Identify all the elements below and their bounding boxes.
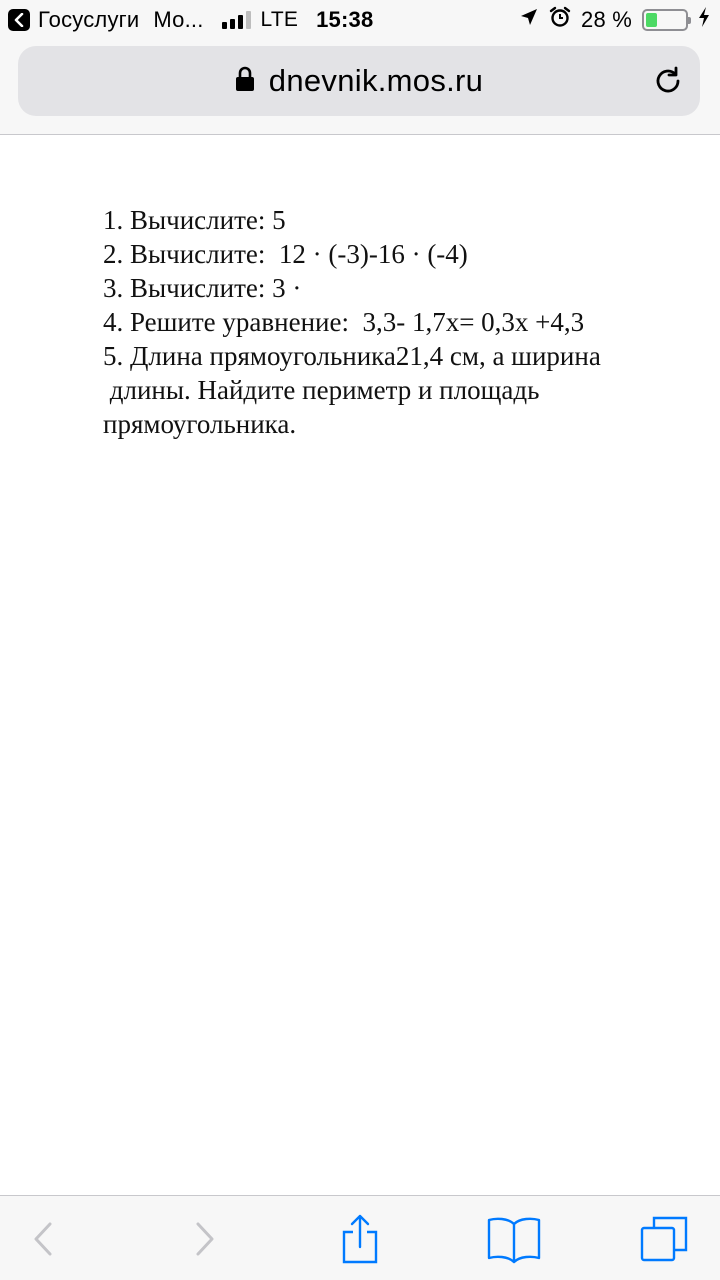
battery-icon [642, 9, 688, 31]
tabs-icon[interactable] [640, 1214, 688, 1264]
task-line: 4. Решите уравнение: 3,3- 1,7х= 0,3х +4,3 [103, 307, 585, 337]
bottom-toolbar [0, 1195, 720, 1280]
url-text: dnevnik.mos.ru [268, 63, 484, 98]
status-bar [0, 0, 720, 40]
location-arrow-icon [519, 7, 539, 33]
address-bar[interactable] [18, 46, 700, 116]
task-line: 1. Вычислите: 5 [103, 205, 286, 235]
reload-icon[interactable] [652, 65, 684, 97]
back-chevron-icon [8, 9, 30, 31]
status-time: 15:38 [316, 7, 374, 32]
bookmarks-icon[interactable] [486, 1214, 542, 1264]
signal-strength-icon [222, 11, 251, 29]
task-line: 3. Вычислите: 3 · [103, 273, 302, 303]
alarm-clock-icon [549, 6, 571, 34]
task-line: 2. Вычислите: 12 · (-3)-16 · (-4) [103, 239, 468, 269]
network-type: LTE [260, 8, 299, 31]
carrier-label: Мо... [153, 7, 204, 32]
lock-icon [235, 66, 255, 97]
document-content [103, 203, 663, 441]
battery-level [646, 13, 657, 27]
battery-percent: 28 % [581, 7, 632, 32]
back-app-label: Госуслуги [38, 7, 140, 32]
charging-bolt-icon [698, 7, 710, 33]
browser-chrome [0, 0, 720, 135]
back-to-app[interactable] [8, 7, 204, 33]
task-line: прямоугольника. [103, 409, 297, 439]
task-line: 5. Длина прямоугольника21,4 см, а ширина [103, 341, 601, 371]
forward-icon[interactable] [180, 1214, 228, 1264]
task-line: длины. Найдите периметр и площадь [103, 375, 540, 405]
back-icon[interactable] [22, 1214, 70, 1264]
share-icon[interactable] [336, 1214, 384, 1264]
